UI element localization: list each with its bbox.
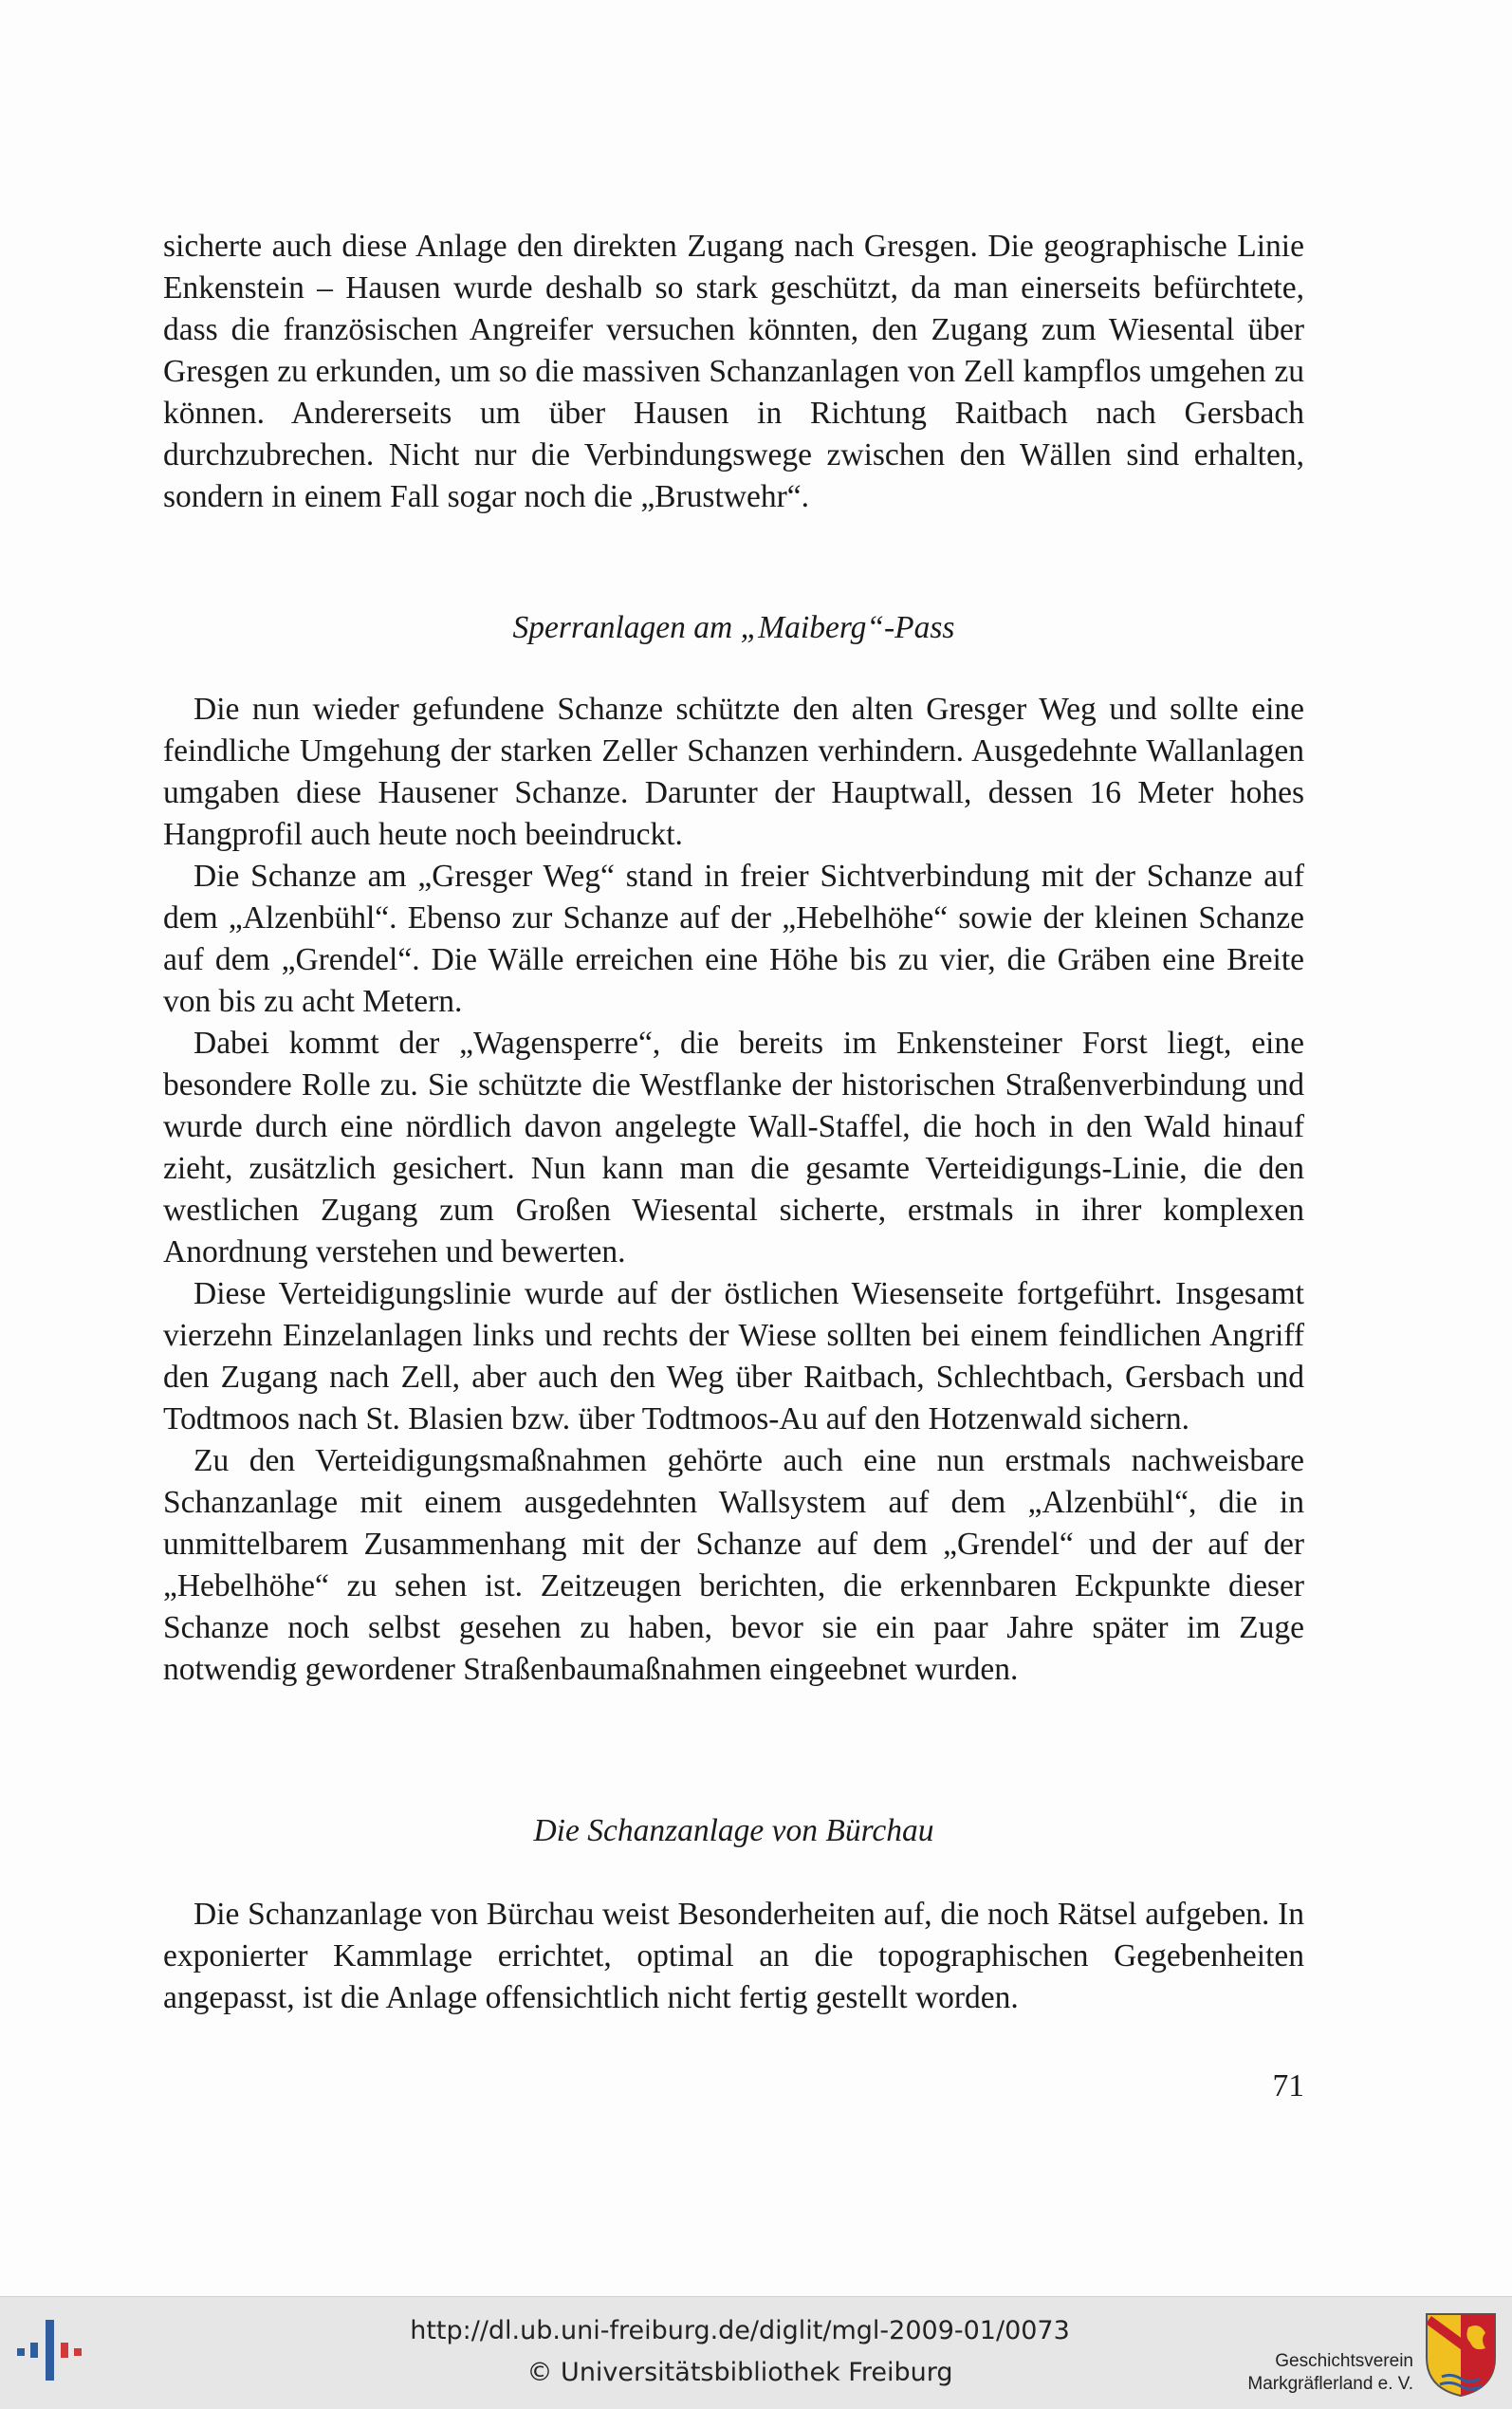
paragraph: Die Schanzanlage von Bürchau weist Besonderheiten auf, die noch Rätsel aufgeben. In exponierter Kammlage errichtet, optimal an die topographischen Gegebenheiten angepasst, ist die Anlage offensichtlich nicht fertig gestellt worden. xyxy=(163,1897,1304,2015)
society-line-1: Geschichtsverein xyxy=(1275,2351,1413,2371)
paragraph: Die Schanze am „Gresger Weg“ stand in freier Sichtverbindung mit der Schanze auf dem „Alzenbühl“. Ebenso zur Schanze auf der „Hebelhöhe“ sowie der kleinen Schanze auf dem „Grendel“. Die Wälle erreichen eine Höhe bis zu vier, die Gräben eine Breite von bis zu acht Metern. xyxy=(163,859,1304,1019)
ub-freiburg-logo-icon[interactable] xyxy=(13,2314,99,2390)
intro-paragraph: sicherte auch diese Anlage den direkten Zugang nach Gresgen. Die geographische Linie Enkenstein – Hausen wurde deshalb so stark geschützt, da man einerseits befürchtete, dass die französischen Angreifer versuchen könnten, den Zugang zum Wiesental über Gresgen zu erkunden, um so die massiven Schanzanlagen von Zell kampflos umgehen zu können. Andererseits um über Hausen in Richtung Raitbach nach Gersbach durchzubrechen. Nicht nur die Verbindungswege zwischen den Wällen sind erhalten, sondern in einem Fall sogar noch die „Brustwehr“. xyxy=(163,229,1304,514)
paragraph: Zu den Verteidigungsmaßnahmen gehörte auch eine nun erstmals nachweisbare Schanzanlage mit einem ausgedehnten Wallsystem auf dem „Alzenbühl“, die in unmittelbarem Zusammenhang mit der Schanze auf dem „Grendel“ und der auf der „Hebelhöhe“ zu sehen ist. Zeitzeugen berichten, die erkennbaren Eckpunkte dieser Schanze noch selbst gesehen zu haben, bevor sie ein paar Jahre später im Zuge notwendig gewordener Straßenbaumaßnahmen eingeebnet wurden. xyxy=(163,1443,1304,1687)
footer-bar xyxy=(0,2296,1512,2409)
paragraph: Dabei kommt der „Wagensperre“, die bereits im Enkensteiner Forst liegt, eine besondere Rolle zu. Sie schützte die Westflanke der historischen Straßenverbindung und wurde durch eine nördlich davon angelegte Wall-Staffel, die hoch in den Wald hinauf zieht, zusätzlich gesichert. Nun kann man die gesamte Verteidigungs-Linie, die den westlichen Zugang zum Großen Wiesental sicherte, erstmals in ihrer komplexen Anordnung verstehen und bewerten. xyxy=(163,1026,1304,1269)
section-1-text xyxy=(163,689,1304,1691)
paragraph: Diese Verteidigungslinie wurde auf der östlichen Wiesenseite fortgeführt. Insgesamt vierzehn Einzelanlagen links und rechts der Wiese sollten bei einem feindlichen Angriff den Zugang nach Zell, aber auch den Weg über Raitbach, Schlechtbach, Gersbach und Todtmoos nach St. Blasien bzw. über Todtmoos-Au auf den Hotzenwald sichern. xyxy=(163,1276,1304,1436)
society-line-2: Markgräflerland e. V. xyxy=(1247,2374,1413,2394)
intro-text xyxy=(163,226,1304,518)
paragraph: Die nun wieder gefundene Schanze schützte den alten Gresger Weg und sollte eine feindliche Umgehung der starken Zeller Schanzen verhindern. Ausgedehnte Wallanlagen umgaben diese Hausener Schanze. Darunter der Hauptwall, dessen 16 Meter hohes Hangprofil auch heute noch beeindruckt. xyxy=(163,692,1304,852)
footer-url-link[interactable]: http://dl.ub.uni-freiburg.de/diglit/mgl-2009-01/0073 xyxy=(410,2316,1070,2345)
section-heading-buerchau: Die Schanzanlage von Bürchau xyxy=(533,1813,934,1848)
section-heading-maiberg: Sperranlagen am „Maiberg“-Pass xyxy=(512,610,955,645)
footer-copyright: © Universitätsbibliothek Freiburg xyxy=(526,2358,953,2387)
coat-of-arms-icon xyxy=(1423,2310,1499,2398)
society-name xyxy=(1100,2350,1413,2396)
page-number: 71 xyxy=(1272,2068,1304,2103)
section-2-text xyxy=(163,1894,1304,2019)
